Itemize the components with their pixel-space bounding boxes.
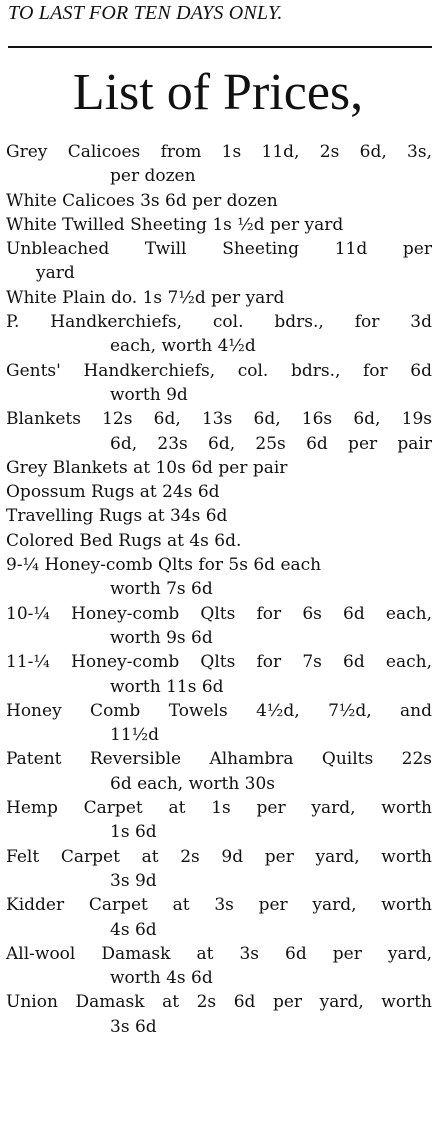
entry-continuation: each, worth 4½d [110, 336, 256, 357]
entry-continuation: 4s 6d [110, 919, 157, 940]
entry-line: Honey Comb Towels 4½d, 7½d, and [6, 700, 432, 721]
entry-line: Felt Carpet at 2s 9d per yard, worth [6, 846, 432, 867]
entry-line: 10-¼ Honey-comb Qlts for 6s 6d each, [6, 603, 432, 624]
price-entry [6, 407, 432, 456]
entry-continuation: worth 9d [110, 384, 188, 405]
price-list [6, 140, 432, 1039]
entry-line: Kidder Carpet at 3s per yard, worth [6, 895, 432, 916]
entry-continuation: 3s 6d [110, 1016, 157, 1037]
price-entry [6, 747, 432, 796]
entry-line: Gents' Handkerchiefs, col. bdrs., for 6d [6, 360, 432, 381]
entry-continuation: worth 9s 6d [110, 627, 213, 648]
price-entry [6, 310, 432, 359]
notice-line: TO LAST FOR TEN DAYS ONLY. [8, 2, 283, 24]
price-entry [6, 650, 432, 699]
entry-line: White Plain do. 1s 7½d per yard [6, 287, 285, 308]
entry-line: White Calicoes 3s 6d per dozen [6, 190, 278, 211]
entry-line: Blankets 12s 6d, 13s 6d, 16s 6d, 19s [6, 409, 432, 430]
price-entry [6, 213, 432, 237]
entry-line: Travelling Rugs at 34s 6d [6, 506, 228, 527]
price-entry [6, 140, 432, 189]
entry-line: P. Handkerchiefs, col. bdrs., for 3d [6, 312, 432, 333]
entry-continuation: worth 11s 6d [110, 676, 224, 697]
entry-line: Union Damask at 2s 6d per yard, worth [6, 992, 432, 1013]
price-entry [6, 286, 432, 310]
entry-line: Grey Calicoes from 1s 11d, 2s 6d, 3s, [6, 142, 432, 162]
price-entry [6, 480, 432, 504]
entry-continuation: 6d each, worth 30s [110, 773, 276, 794]
entry-continuation: 1s 6d [110, 822, 157, 843]
entry-continuation: 3s 9d [110, 870, 157, 891]
entry-continuation: 11½d [110, 725, 159, 746]
price-entry [6, 990, 432, 1039]
page-title: List of Prices, [72, 64, 364, 121]
entry-line: Unbleached Twill Sheeting 11d per [6, 239, 432, 260]
entry-line: All-wool Damask at 3s 6d per yard, [6, 943, 432, 964]
entry-line: Hemp Carpet at 1s per yard, worth [6, 798, 432, 819]
price-entry [6, 189, 432, 213]
price-entry [6, 602, 432, 651]
entry-line: Colored Bed Rugs at 4s 6d. [6, 530, 242, 551]
entry-line: Opossum Rugs at 24s 6d [6, 482, 220, 503]
divider-rule [8, 46, 432, 48]
price-entry [6, 845, 432, 894]
entry-continuation: worth 4s 6d [110, 968, 213, 989]
price-entry [6, 553, 432, 602]
price-entry [6, 942, 432, 991]
entry-continuation: 6d, 23s 6d, 25s 6d per pair [110, 433, 432, 454]
price-entry [6, 893, 432, 942]
price-entry [6, 529, 432, 553]
price-entry [6, 237, 432, 286]
entry-continuation: yard [36, 263, 75, 284]
price-entry [6, 456, 432, 480]
entry-continuation: per dozen [110, 166, 196, 187]
price-entry [6, 359, 432, 408]
price-entry [6, 699, 432, 748]
entry-line: 9-¼ Honey-comb Qlts for 5s 6d each [6, 555, 322, 576]
entry-line: Patent Reversible Alhambra Quilts 22s [6, 749, 432, 770]
price-entry [6, 504, 432, 528]
entry-line: White Twilled Sheeting 1s ½d per yard [6, 214, 344, 235]
entry-continuation: worth 7s 6d [110, 579, 213, 600]
entry-line: 11-¼ Honey-comb Qlts for 7s 6d each, [6, 652, 432, 673]
price-entry [6, 796, 432, 845]
entry-line: Grey Blankets at 10s 6d per pair [6, 457, 288, 478]
